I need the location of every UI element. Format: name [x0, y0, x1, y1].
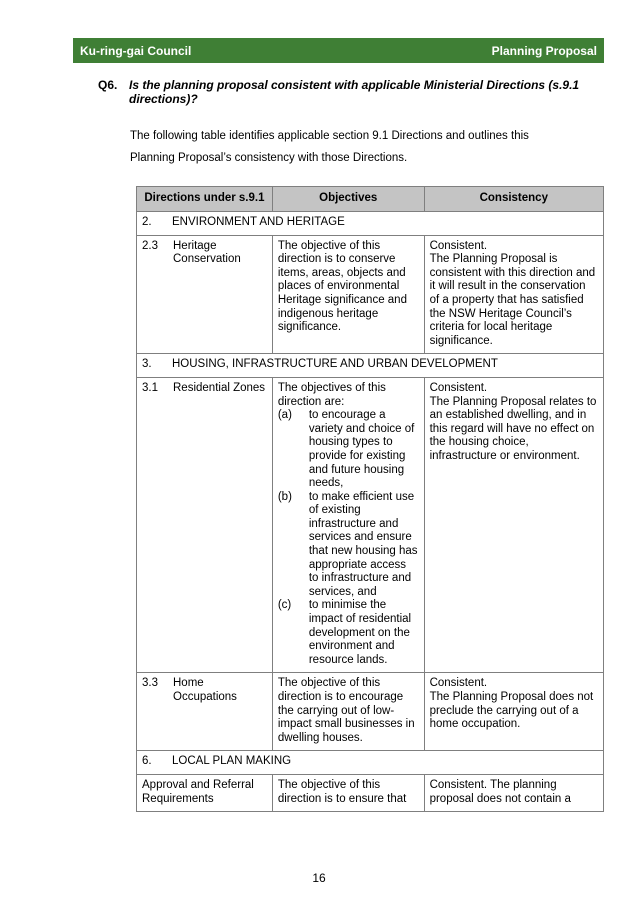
objective-item-letter: (b)	[277, 490, 292, 503]
objective-cell	[272, 377, 424, 672]
direction-number: 2.3	[142, 239, 158, 252]
consistency-text: The Planning Proposal is consistent with this direction and it will result in the conservation of a property that has satisfied the NSW Heritage Council’s criteria for local heritage significance.	[429, 253, 596, 347]
question-text: Is the planning proposal consistent with applicable Ministerial Directions (s.9.1 directions)?	[129, 78, 580, 106]
table-row	[137, 673, 604, 751]
consistency-status: Consistent.	[429, 677, 488, 690]
column-header-consistency: Consistency	[424, 187, 603, 212]
page-number: 16	[312, 871, 326, 885]
section-heading	[137, 212, 604, 236]
objective-text: The objective of this direction is to encourage the carrying out of low-impact small businesses in dwelling houses.	[277, 677, 415, 744]
directions-table	[136, 186, 604, 812]
consistency-cell	[424, 377, 603, 672]
section-row	[137, 212, 604, 236]
objective-item-text: to encourage a variety and choice of housing types to provide for existing and future housing needs,	[308, 409, 415, 490]
direction-number: 3.1	[142, 381, 158, 394]
direction-name: Approval and Referral Requirements	[142, 778, 254, 805]
document-header	[73, 38, 604, 63]
consistency-text: The Planning Proposal relates to an established dwelling, and in this regard will have no effect on the housing choice, infrastructure or environment.	[429, 395, 597, 462]
consistency-text: Consistent. The planning proposal does not contain a	[429, 778, 571, 805]
consistency-cell	[424, 774, 603, 811]
table-row	[137, 377, 604, 672]
objective-cell	[272, 235, 424, 354]
section-title: ENVIRONMENT AND HERITAGE	[172, 216, 345, 228]
header-council-name: Ku-ring-gai Council	[80, 43, 192, 58]
table-row	[137, 235, 604, 354]
consistency-status: Consistent.	[429, 381, 488, 394]
section-number: 6.	[142, 755, 152, 768]
section-number: 3.	[142, 358, 152, 371]
intro-paragraph	[130, 125, 570, 169]
header-document-title: Planning Proposal	[491, 43, 597, 58]
objective-item-text: to make efficient use of existing infrastructure and services and ensure that new housing has appropriate access to infrastructure and services, and	[308, 490, 418, 598]
direction-cell	[137, 377, 273, 672]
section-row	[137, 354, 604, 378]
direction-name: Residential Zones	[173, 381, 266, 394]
objective-cell	[272, 673, 424, 751]
table-header-row	[137, 187, 604, 212]
consistency-cell	[424, 673, 603, 751]
column-header-directions: Directions under s.9.1	[137, 187, 273, 212]
objective-item	[278, 409, 419, 491]
section-row	[137, 751, 604, 775]
objective-item-text: to minimise the impact of residential development on the environment and resource lands.	[308, 599, 412, 666]
intro-line-1: The following table identifies applicable section 9.1 Directions and outlines this	[130, 130, 529, 142]
section-title: HOUSING, INFRASTRUCTURE AND URBAN DEVELOPMENT	[172, 358, 498, 371]
direction-cell	[137, 235, 273, 354]
direction-number: 3.3	[142, 677, 158, 690]
direction-cell	[137, 774, 273, 811]
objective-item-letter: (c)	[277, 599, 292, 612]
section-title: LOCAL PLAN MAKING	[172, 755, 292, 768]
consistency-cell	[424, 235, 603, 354]
direction-name: Home Occupations	[173, 677, 237, 703]
objective-item	[278, 491, 419, 600]
section-heading	[137, 751, 604, 775]
direction-cell	[137, 673, 273, 751]
table-row	[137, 774, 604, 811]
section-heading	[137, 354, 604, 378]
objective-text: The objective of this direction is to ensure that	[277, 778, 407, 805]
column-header-objectives: Objectives	[272, 187, 424, 212]
direction-name: Heritage Conservation	[173, 239, 241, 266]
section-number: 2.	[142, 216, 152, 228]
intro-line-2: Planning Proposal’s consistency with those Directions.	[130, 152, 408, 164]
objective-item	[278, 599, 419, 667]
consistency-status: Consistent.	[429, 239, 488, 252]
objective-item-letter: (a)	[277, 409, 292, 422]
objective-text: The objectives of this direction are:	[277, 381, 386, 408]
consistency-text: The Planning Proposal does not preclude the carrying out of a home occupation.	[429, 691, 594, 731]
objective-text: The objective of this direction is to conserve items, areas, objects and places of environmental Heritage significance and indigenous heritage significance.	[277, 239, 407, 334]
objective-cell	[272, 774, 424, 811]
question-number: Q6.	[98, 78, 118, 92]
